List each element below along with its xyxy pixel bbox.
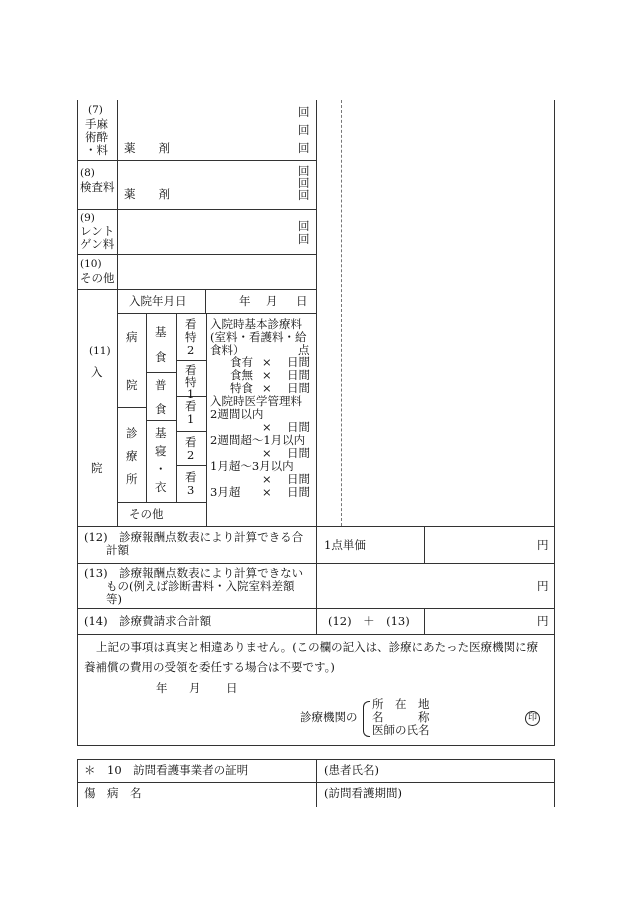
brace-icon [363,701,370,737]
cert-text-line2: 養補償の費用の受領を委任する場合は不要です。) [84,660,335,674]
surgery-label-line3: ・料 [85,143,108,157]
row-divider [77,745,555,746]
row-divider [176,431,206,432]
tokkan2-char-1: 看 [185,317,197,331]
exam-number: (8) [80,167,95,179]
row12-yen: 円 [537,538,549,552]
period-4-times: × [262,485,272,499]
meal-without-times: × [262,368,272,382]
surgery-times-1: 回 [298,105,310,119]
col-divider [205,289,206,313]
col-divider [554,759,555,807]
col-divider [424,526,425,563]
nursing-disease-label: 傷 病 名 [84,786,142,800]
period-1-label: 2週間以内 [210,407,264,421]
col-divider [77,526,78,745]
doctor-name-label: 医師の氏名 [372,723,430,737]
xray-label-line1: レント [80,224,115,238]
row12-label: (12) 診療報酬点数表により計算できる合 [84,530,304,544]
row-divider [117,502,206,503]
admission-month: 月 [266,294,278,308]
col-divider [206,313,207,526]
tokkan1-char-1: 看 [185,363,197,377]
xray-times-2: 回 [298,232,310,246]
period-4-days: 日間 [287,485,310,499]
clinic-char-2: 療 [126,449,138,463]
col-divider [424,608,425,634]
kan1-char-2: 1 [187,412,195,426]
cert-text-line1: 上記の事項は真実と相違ありません。(この欄の記入は、診療にあたった医療機関に療 [96,640,539,654]
period-1-days: 日間 [287,420,310,434]
seal-icon: 印 [525,711,540,726]
kan3-char-2: 3 [187,483,195,497]
clinic-char-1: 診 [126,426,138,440]
row-divider [77,289,317,290]
col-divider [554,526,555,745]
kan2-char-1: 看 [185,435,197,449]
period-2-label: 2週間超～1月以内 [210,433,306,447]
institution-name-label: 名 称 [372,710,430,724]
period-1-times: × [262,420,272,434]
other-label: その他 [80,271,115,285]
col-divider [316,759,317,807]
nursing-title: ＊ 10 訪問看護事業者の証明 [84,763,249,777]
futsu-char-2: 食 [155,402,167,416]
meal-special-label: 特食 [230,381,253,395]
meal-without-label: 食無 [230,368,253,382]
inpatient-other-label: その他 [129,507,164,521]
meal-special-times: × [262,381,272,395]
nursing-period-label: (訪問看護期間) [324,786,402,800]
meal-special-days: 日間 [287,381,310,395]
dashed-separator [341,100,342,526]
kishin-char-3: ・ [155,462,167,476]
hospital-char-1: 病 [126,330,138,344]
futsu-char-1: 普 [155,378,167,392]
row14-yen: 円 [537,614,549,628]
admission-date-label: 入院年月日 [129,294,187,308]
row-divider [176,465,206,466]
institution-address-label: 所 在 地 [372,697,430,711]
kihon-char-2: 食 [155,350,167,364]
cert-date-year: 年 [156,681,168,695]
tokkan2-char-2: 特 [185,330,197,344]
institution-label: 診療機関の [300,710,358,724]
xray-times-1: 回 [298,219,310,233]
row-divider [176,360,206,361]
row13-label-line2: もの(例えば診断書料・入院室料差額 [106,579,295,593]
surgery-times-2: 回 [298,123,310,137]
fee-sub-line2: 食料） [210,343,245,357]
kan2-char-2: 2 [187,448,195,462]
med-mgmt-title: 入院時医学管理料 [210,394,302,408]
nursing-patient-name-label: (患者氏名) [324,763,379,777]
tokkan2-char-3: 2 [187,343,195,357]
kishin-char-1: 基 [155,426,167,440]
kishin-char-2: 寝 [155,444,167,458]
period-2-times: × [262,446,272,460]
row-divider [77,209,317,210]
kihon-char-1: 基 [155,325,167,339]
exam-times-3: 回 [298,188,310,202]
exam-times-2: 回 [298,176,310,190]
row12-label-line2: 計額 [106,543,129,557]
row13-label: (13) 診療報酬点数表により計算できない [84,566,304,580]
fee-sub-line1: (室料・看護料・給 [210,330,307,344]
inpatient-label-bottom: 院 [91,461,103,475]
col-divider [176,313,177,502]
tokkan1-char-3: 1 [187,387,195,401]
surgery-times-3: 回 [298,141,310,155]
row-divider [117,407,146,408]
row-divider [146,372,176,373]
surgery-drug-label: 薬 剤 [124,141,170,155]
kan3-char-1: 看 [185,470,197,484]
surgery-label-line1: 手麻 [85,117,108,131]
row14-formula: (12) ＋ (13) [328,614,410,628]
meal-with-label: 食有 [230,355,253,369]
meal-with-times: × [262,355,272,369]
col-divider [316,526,317,634]
kan1-char-1: 看 [185,399,197,413]
admission-year: 年 [239,294,251,308]
row14-label: (14) 診療費請求合計額 [84,614,212,628]
cert-date-month: 月 [189,681,201,695]
row-divider [146,420,176,421]
col-divider [77,759,78,807]
xray-label-line2: ゲン料 [80,237,115,251]
cert-date-day: 日 [226,681,238,695]
table-right-border [554,100,555,526]
row13-yen: 円 [537,579,549,593]
exam-times-1: 回 [298,164,310,178]
clinic-char-3: 所 [126,472,138,486]
inpatient-number: (11) [89,345,111,357]
row-divider [77,254,317,255]
row-divider [77,160,317,161]
kishin-char-4: 衣 [155,480,167,494]
period-3-times: × [262,472,272,486]
meal-with-days: 日間 [287,355,310,369]
period-2-days: 日間 [287,446,310,460]
period-3-days: 日間 [287,472,310,486]
hospital-char-2: 院 [126,378,138,392]
exam-drug-label: 薬 剤 [124,187,170,201]
row13-label-line3: 等) [106,592,122,606]
tokkan1-char-2: 特 [185,375,197,389]
other-number: (10) [80,258,102,270]
row-divider [117,313,317,314]
fee-point-unit: 点 [298,343,310,357]
inpatient-label-top: 入 [91,365,103,379]
col-divider [146,313,147,502]
row12-unit-price-label: 1点単価 [324,538,366,552]
exam-label: 検査料 [80,180,115,194]
admission-day: 日 [296,294,308,308]
meal-without-days: 日間 [287,368,310,382]
surgery-number: (7) [88,104,103,116]
row-divider [77,634,555,635]
period-4-label: 3月超 [210,485,241,499]
surgery-label-line2: 術酔 [85,130,108,144]
fee-title: 入院時基本診療料 [210,317,302,331]
xray-number: (9) [80,212,95,224]
period-3-label: 1月超～3月以内 [210,459,294,473]
table-left-border [77,100,78,526]
